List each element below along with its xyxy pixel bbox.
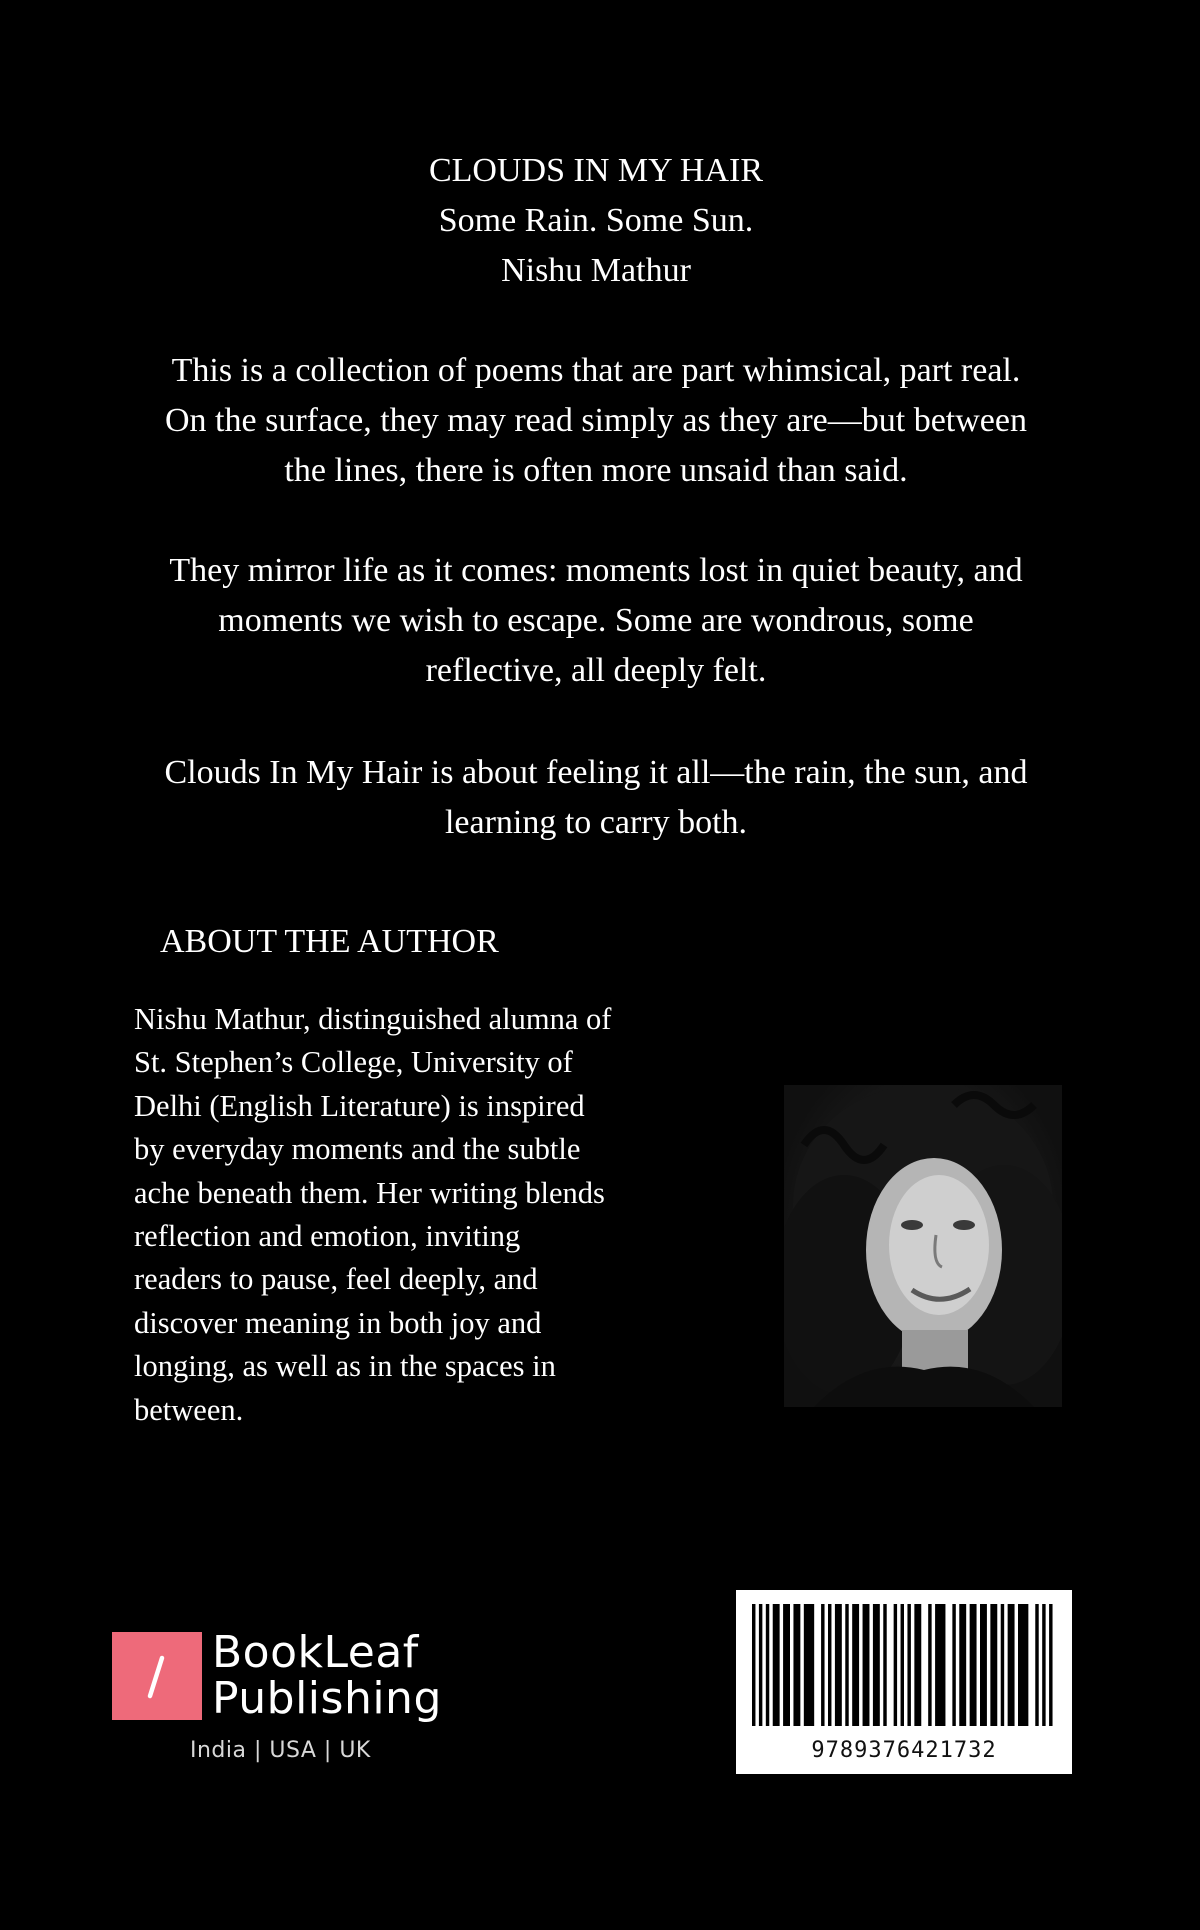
author-photo [784, 1085, 1062, 1407]
barcode-bar [935, 1604, 945, 1726]
barcode-bar [980, 1604, 987, 1726]
barcode-bar [845, 1604, 848, 1726]
publisher-regions: India | USA | UK [190, 1738, 371, 1763]
barcode-bar [1001, 1604, 1004, 1726]
blurb-paragraph-2: They mirror life as it comes: moments lost in quiet beauty, and moments we wish to escape. Some are wondrous, some reflective, all deeply felt. [169, 552, 1023, 689]
barcode-bar [952, 1604, 955, 1726]
publisher-name-line-2: Publishing [212, 1673, 442, 1724]
barcode-bars [736, 1590, 1072, 1736]
about-author-heading: ABOUT THE AUTHOR [160, 923, 499, 960]
barcode-bar [1042, 1604, 1045, 1726]
barcode-bar [959, 1604, 966, 1726]
barcode-bar [1018, 1604, 1028, 1726]
barcode-bar [907, 1604, 910, 1726]
barcode-bar [752, 1604, 755, 1726]
publisher-name [212, 1627, 442, 1724]
barcode-bar [852, 1604, 859, 1726]
barcode-bar [990, 1604, 997, 1726]
barcode-bar [901, 1604, 904, 1726]
publisher-name-line-1: BookLeaf [212, 1627, 419, 1678]
barcode-bar [759, 1604, 762, 1726]
barcode-bar [894, 1604, 897, 1726]
barcode-bar [821, 1604, 824, 1726]
barcode-bar [914, 1604, 921, 1726]
author-bio: Nishu Mathur, distinguished alumna of St. Stephen’s College, University of Delhi (English Literature) is inspired by everyday moments and the subtle ache beneath them. Her writing blends reflection and emotion, inviting readers to pause, feel deeply, and discover meaning in both joy and longing, as well as in the spaces in between. [134, 1002, 612, 1427]
isbn-barcode [736, 1590, 1072, 1774]
book-subtitle: Some Rain. Some Sun. [438, 202, 754, 239]
barcode-bar [835, 1604, 842, 1726]
book-author: Nishu Mathur [501, 252, 691, 289]
publisher-slash-icon [112, 1632, 202, 1720]
title-block [150, 146, 1042, 296]
barcode-bar [1008, 1604, 1015, 1726]
barcode-bar [928, 1604, 931, 1726]
blurb-paragraph-3: Clouds In My Hair is about feeling it all—the rain, the sun, and learning to carry both. [164, 754, 1028, 841]
barcode-bar [873, 1604, 880, 1726]
barcode-bar [793, 1604, 800, 1726]
book-title: CLOUDS IN MY HAIR [428, 152, 764, 189]
publisher-logo [112, 1627, 452, 1730]
barcode-bar [828, 1604, 831, 1726]
barcode-bar [883, 1604, 886, 1726]
barcode-bar [970, 1604, 977, 1726]
barcode-bar [1049, 1604, 1052, 1726]
blurb-paragraph-1: This is a collection of poems that are part whimsical, part real. On the surface, they may read simply as they are—but between the lines, there is often more unsaid than said. [165, 352, 1027, 489]
barcode-bar [804, 1604, 814, 1726]
isbn-number: 9789376421732 [811, 1738, 997, 1763]
barcode-bar [863, 1604, 870, 1726]
barcode-bar [766, 1604, 769, 1726]
barcode-bar [773, 1604, 780, 1726]
barcode-bar [1035, 1604, 1038, 1726]
barcode-bar [783, 1604, 790, 1726]
